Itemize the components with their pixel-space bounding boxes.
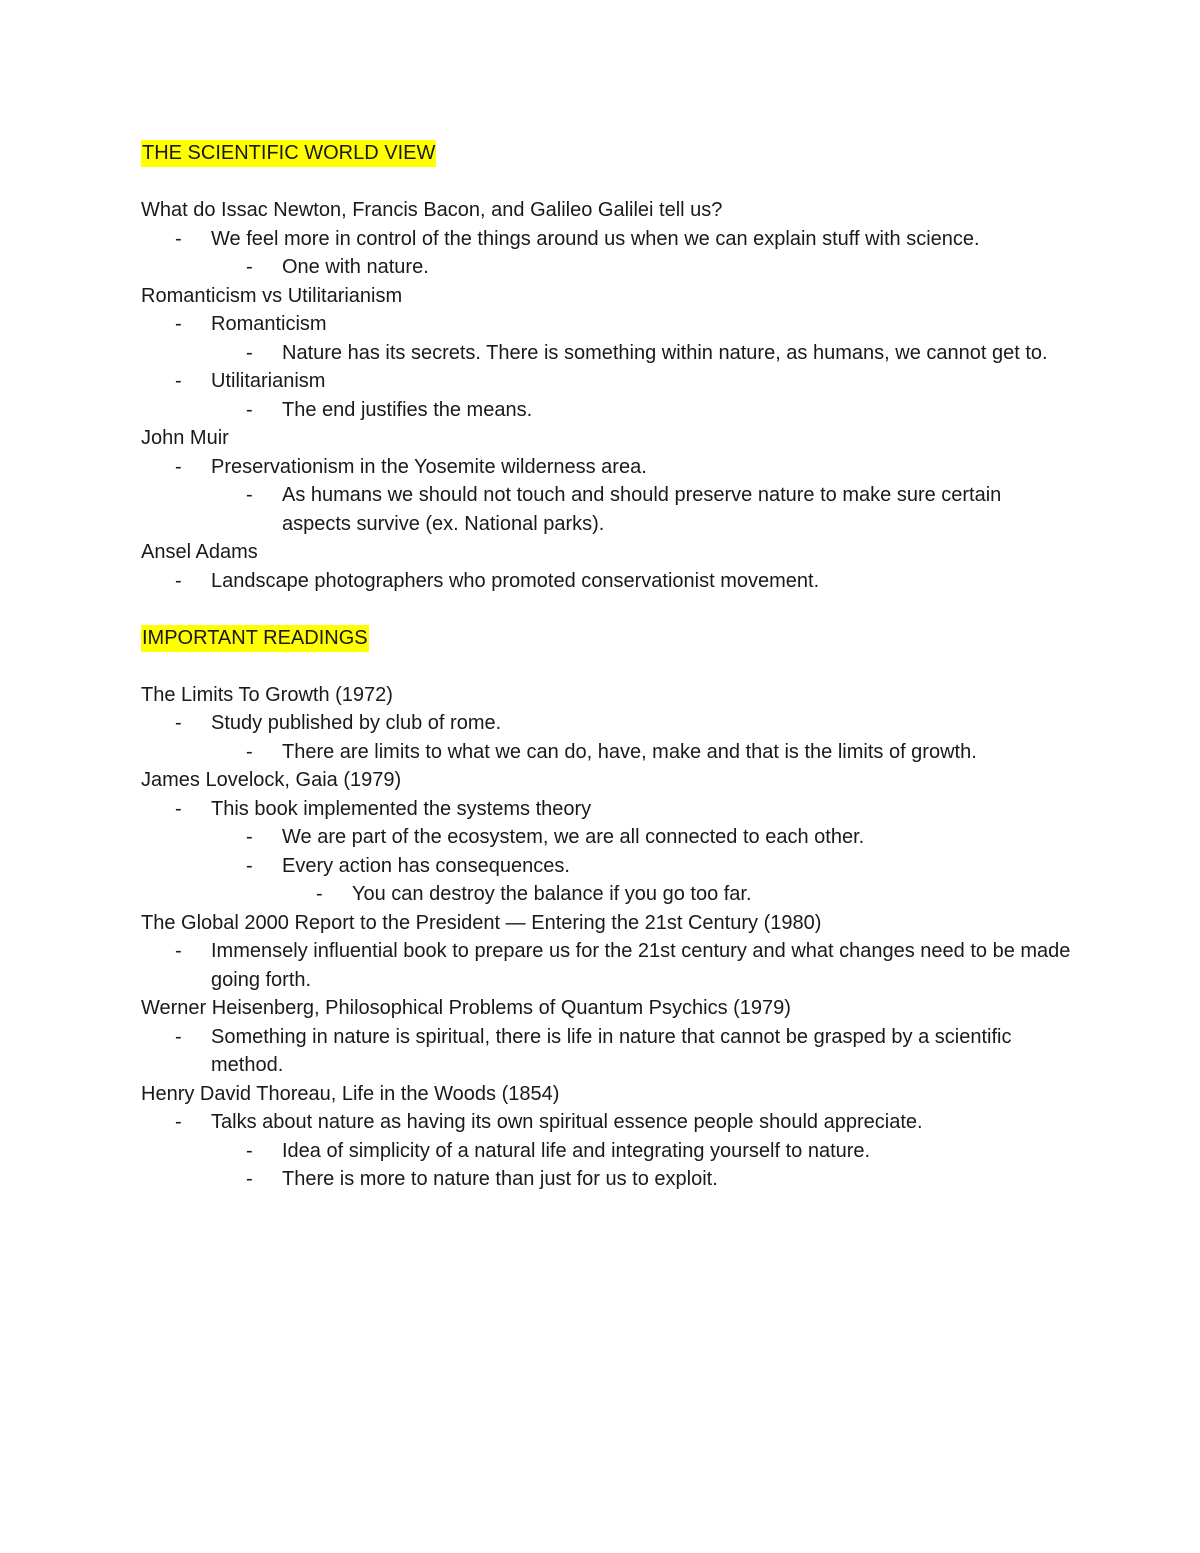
- line-text: The end justifies the means.: [282, 398, 533, 421]
- dash-bullet-icon: -: [175, 940, 182, 962]
- line-text: Henry David Thoreau, Life in the Woods (1854): [141, 1082, 560, 1105]
- dash-bullet-icon: -: [246, 1139, 253, 1162]
- dash-bullet-icon: -: [175, 797, 182, 820]
- dash-bullet-icon: -: [246, 854, 253, 877]
- line-text: One with nature.: [282, 256, 429, 278]
- line-text: Romanticism vs Utilitarianism: [141, 284, 403, 307]
- line-text: Werner Heisenberg, Philosophical Problems of Quantum Psychics (1979): [141, 997, 791, 1019]
- line-text: Preservationism in the Yosemite wilderness area.: [211, 455, 647, 478]
- dash-bullet-icon: -: [246, 256, 253, 278]
- bullet-item: [141, 253, 1071, 282]
- bullet-item: [141, 481, 1071, 538]
- dash-bullet-icon: -: [175, 370, 182, 392]
- line-text: Nature has its secrets. There is something within nature, as humans, we cannot get to.: [282, 341, 1048, 364]
- bullet-item: [141, 396, 1071, 425]
- bullet-item: [141, 880, 1071, 909]
- bullet-item: [141, 367, 1071, 396]
- line-text: Talks about nature as having its own spiritual essence people should appreciate.: [211, 1111, 923, 1133]
- section-heading: IMPORTANT READINGS: [141, 625, 369, 652]
- topic-line: [141, 196, 1071, 225]
- bullet-item: [141, 1137, 1071, 1166]
- dash-bullet-icon: -: [246, 398, 253, 421]
- dash-bullet-icon: -: [246, 1168, 253, 1190]
- topic-line: [141, 766, 1071, 795]
- dash-bullet-icon: -: [175, 313, 182, 335]
- line-text: Romanticism: [211, 313, 327, 335]
- line-text: This book implemented the systems theory: [211, 797, 592, 820]
- line-text: Landscape photographers who promoted conservationist movement.: [211, 569, 820, 592]
- bullet-item: [141, 852, 1071, 881]
- line-text: We feel more in control of the things around us when we can explain stuff with science.: [211, 227, 980, 250]
- dash-bullet-icon: -: [246, 484, 253, 506]
- dash-bullet-icon: -: [175, 455, 182, 478]
- topic-line: [141, 994, 1071, 1023]
- line-text: There are limits to what we can do, have, make and that is the limits of growth.: [282, 740, 977, 763]
- bullet-item: [141, 453, 1071, 482]
- topic-line: [141, 909, 1071, 938]
- bullet-item: [141, 567, 1071, 596]
- line-text: There is more to nature than just for us to exploit.: [282, 1168, 718, 1190]
- topic-line: [141, 1080, 1071, 1109]
- line-text: Ansel Adams: [141, 541, 258, 563]
- dash-bullet-icon: -: [246, 341, 253, 364]
- line-text: Utilitarianism: [211, 370, 326, 392]
- bullet-item: [141, 937, 1071, 994]
- line-text: Something in nature is spiritual, there is life in nature that cannot be grasped by a scientific method.: [211, 1025, 1012, 1076]
- bullet-item: [141, 823, 1071, 852]
- line-text: The Limits To Growth (1972): [141, 683, 393, 706]
- section-2: [141, 624, 1071, 1194]
- dash-bullet-icon: -: [175, 569, 182, 592]
- line-text: Immensely influential book to prepare us for the 21st century and what changes need to be made going forth.: [211, 940, 1071, 991]
- dash-bullet-icon: -: [316, 883, 323, 905]
- bullet-item: [141, 339, 1071, 368]
- line-text: Idea of simplicity of a natural life and integrating yourself to nature.: [282, 1139, 871, 1162]
- dash-bullet-icon: -: [246, 826, 253, 848]
- topic-line: [141, 424, 1071, 453]
- document-page: [141, 139, 1071, 1194]
- document-content: [141, 139, 1071, 1194]
- dash-bullet-icon: -: [175, 1025, 182, 1048]
- line-text: As humans we should not touch and should preserve nature to make sure certain aspects survive (ex. National parks).: [282, 484, 1002, 535]
- section-heading: THE SCIENTIFIC WORLD VIEW: [141, 140, 436, 167]
- topic-line: [141, 681, 1071, 710]
- bullet-item: [141, 1023, 1071, 1080]
- topic-line: [141, 282, 1071, 311]
- bullet-item: [141, 795, 1071, 824]
- bullet-item: [141, 310, 1071, 339]
- dash-bullet-icon: -: [175, 1111, 182, 1133]
- dash-bullet-icon: -: [246, 740, 253, 763]
- line-text: John Muir: [141, 427, 229, 449]
- bullet-item: [141, 709, 1071, 738]
- line-text: You can destroy the balance if you go too far.: [352, 883, 752, 905]
- bullet-item: [141, 1165, 1071, 1194]
- dash-bullet-icon: -: [175, 712, 182, 734]
- line-text: We are part of the ecosystem, we are all connected to each other.: [282, 826, 865, 848]
- bullet-item: [141, 225, 1071, 254]
- line-text: The Global 2000 Report to the President — Entering the 21st Century (1980): [141, 911, 822, 934]
- line-text: Every action has consequences.: [282, 854, 570, 877]
- line-text: What do Issac Newton, Francis Bacon, and Galileo Galilei tell us?: [141, 199, 723, 221]
- topic-line: [141, 538, 1071, 567]
- line-text: Study published by club of rome.: [211, 712, 502, 734]
- line-text: James Lovelock, Gaia (1979): [141, 769, 402, 791]
- dash-bullet-icon: -: [175, 227, 182, 250]
- bullet-item: [141, 738, 1071, 767]
- section-1: [141, 139, 1071, 595]
- bullet-item: [141, 1108, 1071, 1137]
